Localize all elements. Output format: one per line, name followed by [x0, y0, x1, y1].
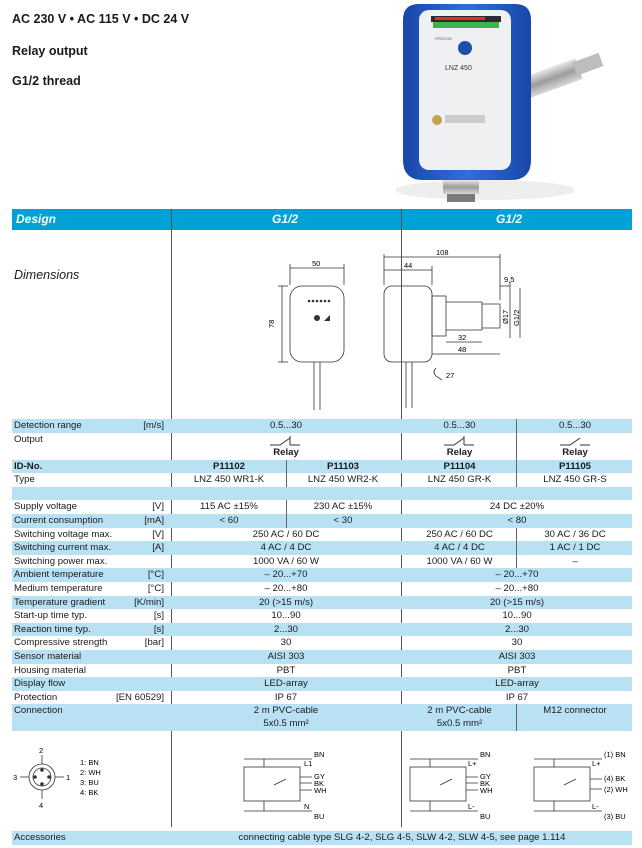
current-c: < 80	[507, 514, 527, 526]
accessories-label: Accessories	[14, 832, 66, 843]
row-swpow	[12, 555, 632, 569]
type-a: LNZ 450 WR1-K	[193, 474, 265, 486]
row-detection	[12, 419, 632, 433]
connection-c2: 5x0.5 mm²	[436, 718, 483, 730]
pin-legend-4: 4: BK	[80, 788, 99, 797]
label-type: Type	[14, 474, 35, 486]
dim-9-5: 9,5	[504, 275, 515, 284]
reaction-a: 2...30	[273, 623, 298, 635]
label-swpow: Switching power max.	[14, 555, 108, 567]
unit-startup: [s]	[153, 610, 164, 622]
gradient-c: 20 (>15 m/s)	[489, 596, 545, 608]
sensor-a: AISI 303	[267, 650, 305, 662]
unit-supply: [V]	[152, 501, 164, 513]
compressive-c: 30	[511, 637, 523, 649]
dim-17: Ø17	[501, 309, 510, 324]
connection-d: M12 connector	[543, 705, 607, 717]
row-swvolt	[12, 528, 632, 542]
row-swcur	[12, 541, 632, 555]
voltage-headline: AC 230 V • AC 115 V • DC 24 V	[12, 12, 190, 26]
d3-bn: (1) BN	[604, 750, 626, 759]
dimensions-label: Dimensions	[14, 268, 80, 282]
startup-a: 10...90	[271, 610, 301, 622]
design-label: Design	[16, 212, 57, 226]
sep	[516, 433, 517, 460]
d3-lm: L-	[592, 802, 599, 811]
connection-a1: 2 m PVC-cable	[253, 705, 319, 717]
dim-48: 48	[458, 345, 467, 354]
label-id: ID-No.	[14, 460, 43, 472]
protection-c: IP 67	[505, 691, 529, 703]
unit-swcur: [A]	[152, 542, 164, 554]
label-sensor: Sensor material	[14, 650, 82, 662]
pin-legend-3: 3: BU	[80, 778, 99, 787]
id-a: P11102	[212, 460, 246, 472]
id-d: P11105	[558, 460, 592, 472]
d2-wh: WH	[480, 786, 493, 795]
type-d: LNZ 450 GR-S	[543, 474, 607, 486]
sep	[516, 541, 517, 555]
unit-ambient: [°C]	[147, 569, 164, 581]
row-protection	[12, 691, 632, 705]
id-b: P11103	[326, 460, 360, 472]
reaction-c: 2...30	[504, 623, 529, 635]
supply-b: 230 AC ±15%	[313, 501, 373, 513]
housing-c: PBT	[507, 664, 527, 676]
d1-wh: WH	[314, 786, 327, 795]
label-current: Current consumption	[14, 514, 104, 526]
label-swvolt: Switching voltage max.	[14, 528, 113, 540]
label-compressive: Compressive strength	[14, 637, 108, 649]
swvolt-c: 250 AC / 60 DC	[426, 528, 493, 540]
d2-bn: BN	[480, 750, 491, 759]
sep	[516, 473, 517, 487]
connection-a2: 5x0.5 mm²	[263, 718, 309, 730]
val-output-3: Relay	[562, 446, 588, 458]
brand-label: SPEKON	[435, 36, 452, 41]
sep	[516, 528, 517, 542]
id-c: P11104	[443, 460, 476, 472]
product-image	[375, 0, 625, 205]
product-label: LNZ 450	[445, 65, 472, 72]
row-output	[12, 433, 632, 460]
compressive-a: 30	[280, 637, 292, 649]
label-startup: Start-up time typ.	[14, 610, 88, 622]
d3-wh: (2) WH	[604, 785, 628, 794]
accessories-row	[12, 831, 632, 845]
design-col1: G1/2	[272, 212, 299, 226]
label-connection: Connection	[14, 705, 63, 717]
swcur-c: 4 AC / 4 DC	[434, 542, 485, 554]
d3-bk: (4) BK	[604, 774, 626, 783]
dim-27: 27	[446, 371, 455, 380]
display-a: LED-array	[264, 678, 308, 690]
row-startup	[12, 609, 632, 623]
swvolt-a: 250 AC / 60 DC	[252, 528, 320, 540]
sensor-c: AISI 303	[498, 650, 536, 662]
row-sensor	[12, 650, 632, 664]
row-id	[12, 460, 632, 474]
medium-c: – 20...+80	[495, 582, 539, 594]
d1-n: N	[304, 802, 310, 811]
d2-gy: GY	[480, 772, 491, 781]
sep	[286, 514, 287, 528]
sep	[516, 419, 517, 433]
housing-a: PBT	[276, 664, 296, 676]
wiring-diagrams	[12, 735, 632, 830]
swcur-d: 1 AC / 1 DC	[549, 542, 601, 554]
medium-a: – 20...+80	[264, 582, 308, 594]
dim-44: 44	[404, 261, 413, 270]
unit-medium: [°C]	[147, 582, 164, 594]
pin-1: 1	[66, 773, 71, 782]
unit-gradient: [K/min]	[134, 596, 164, 608]
type-b: LNZ 450 WR2-K	[307, 474, 379, 486]
type-c: LNZ 450 GR-K	[427, 474, 492, 486]
label-medium: Medium temperature	[14, 582, 103, 594]
thread-headline: G1/2 thread	[12, 74, 81, 88]
label-gradient: Temperature gradient	[14, 596, 106, 608]
d1-l1: L1	[304, 759, 313, 768]
protection-a: IP 67	[274, 691, 298, 703]
dim-108: 108	[436, 248, 449, 257]
row-ambient	[12, 568, 632, 582]
d1-bu: BU	[314, 812, 325, 821]
label-protection: Protection	[14, 691, 58, 703]
unit-swvolt: [V]	[152, 528, 164, 540]
label-ambient: Ambient temperature	[14, 569, 104, 581]
startup-c: 10...90	[502, 610, 532, 622]
gradient-a: 20 (>15 m/s)	[258, 596, 314, 608]
swcur-a: 4 AC / 4 DC	[260, 542, 312, 554]
supply-a: 115 AC ±15%	[200, 501, 258, 513]
d2-bu: BU	[480, 812, 491, 821]
unit-compressive: [bar]	[144, 637, 164, 649]
row-medium	[12, 582, 632, 596]
current-a: < 60	[219, 514, 239, 526]
label-reaction: Reaction time typ.	[14, 623, 91, 635]
dim-g12: G1/2	[512, 309, 521, 326]
pin-legend-2: 2: WH	[80, 768, 101, 777]
row-gradient	[12, 596, 632, 610]
label-output: Output	[14, 433, 43, 445]
val-output-1: Relay	[273, 446, 299, 458]
row-reaction	[12, 623, 632, 637]
display-c: LED-array	[495, 678, 539, 690]
row-spacer	[12, 487, 632, 501]
sep	[286, 460, 287, 474]
row-compressive	[12, 636, 632, 650]
pin-3: 3	[13, 773, 18, 782]
d2-lm: L-	[468, 802, 475, 811]
output-headline: Relay output	[12, 44, 88, 58]
row-display	[12, 677, 632, 691]
row-connection	[12, 704, 632, 731]
val-detection-3: 0.5...30	[558, 420, 591, 431]
design-col2: G1/2	[496, 212, 523, 226]
d2-lp: L+	[468, 759, 477, 768]
unit-protection: [EN 60529]	[115, 691, 164, 703]
pin-2: 2	[39, 746, 44, 755]
row-supply	[12, 500, 632, 514]
d3-bu: (3) BU	[604, 812, 626, 821]
connection-c1: 2 m PVC-cable	[427, 705, 492, 717]
ambient-a: – 20...+70	[264, 569, 308, 581]
val-detection-1: 0.5...30	[269, 420, 302, 431]
sep	[516, 555, 517, 569]
unit-reaction: [s]	[153, 623, 164, 635]
d1-bk: BK	[314, 779, 325, 788]
dim-32: 32	[458, 333, 467, 342]
sep	[286, 473, 287, 487]
design-header-bar	[12, 209, 632, 230]
swpow-a: 1000 VA / 60 W	[253, 555, 319, 567]
dim-78: 78	[267, 319, 276, 328]
accessories-text: connecting cable type SLG 4-2, SLG 4-5, SLW 4-2, SLW 4-5, see page 1.114	[238, 832, 566, 843]
row-housing	[12, 664, 632, 678]
label-swcur: Switching current max.	[14, 542, 112, 554]
unit-detection: [m/s]	[143, 420, 164, 431]
val-output-2: Relay	[446, 446, 473, 458]
dim-50: 50	[312, 259, 321, 268]
label-supply: Supply voltage	[14, 501, 77, 513]
label-display: Display flow	[14, 678, 66, 690]
label-detection: Detection range	[14, 420, 82, 431]
unit-current: [mA]	[144, 514, 164, 526]
d1-gy: GY	[314, 772, 325, 781]
d2-bk: BK	[480, 779, 491, 788]
row-current	[12, 514, 632, 528]
current-b: < 30	[333, 514, 353, 526]
sep	[286, 500, 287, 514]
pin-legend-1: 1: BN	[80, 758, 99, 767]
swpow-c: 1000 VA / 60 W	[426, 555, 493, 567]
ambient-c: – 20...+70	[495, 569, 539, 581]
dimension-drawing	[12, 230, 632, 418]
sep	[516, 704, 517, 731]
swpow-d: –	[572, 555, 578, 567]
swvolt-d: 30 AC / 36 DC	[544, 528, 606, 540]
supply-c: 24 DC ±20%	[489, 501, 545, 513]
d1-bn: BN	[314, 750, 325, 759]
spec-table	[12, 419, 632, 731]
sep	[516, 460, 517, 474]
pin-4: 4	[39, 801, 44, 810]
label-housing: Housing material	[14, 664, 86, 676]
val-detection-2: 0.5...30	[443, 420, 476, 431]
row-type	[12, 473, 632, 487]
d3-lp: L+	[592, 759, 601, 768]
